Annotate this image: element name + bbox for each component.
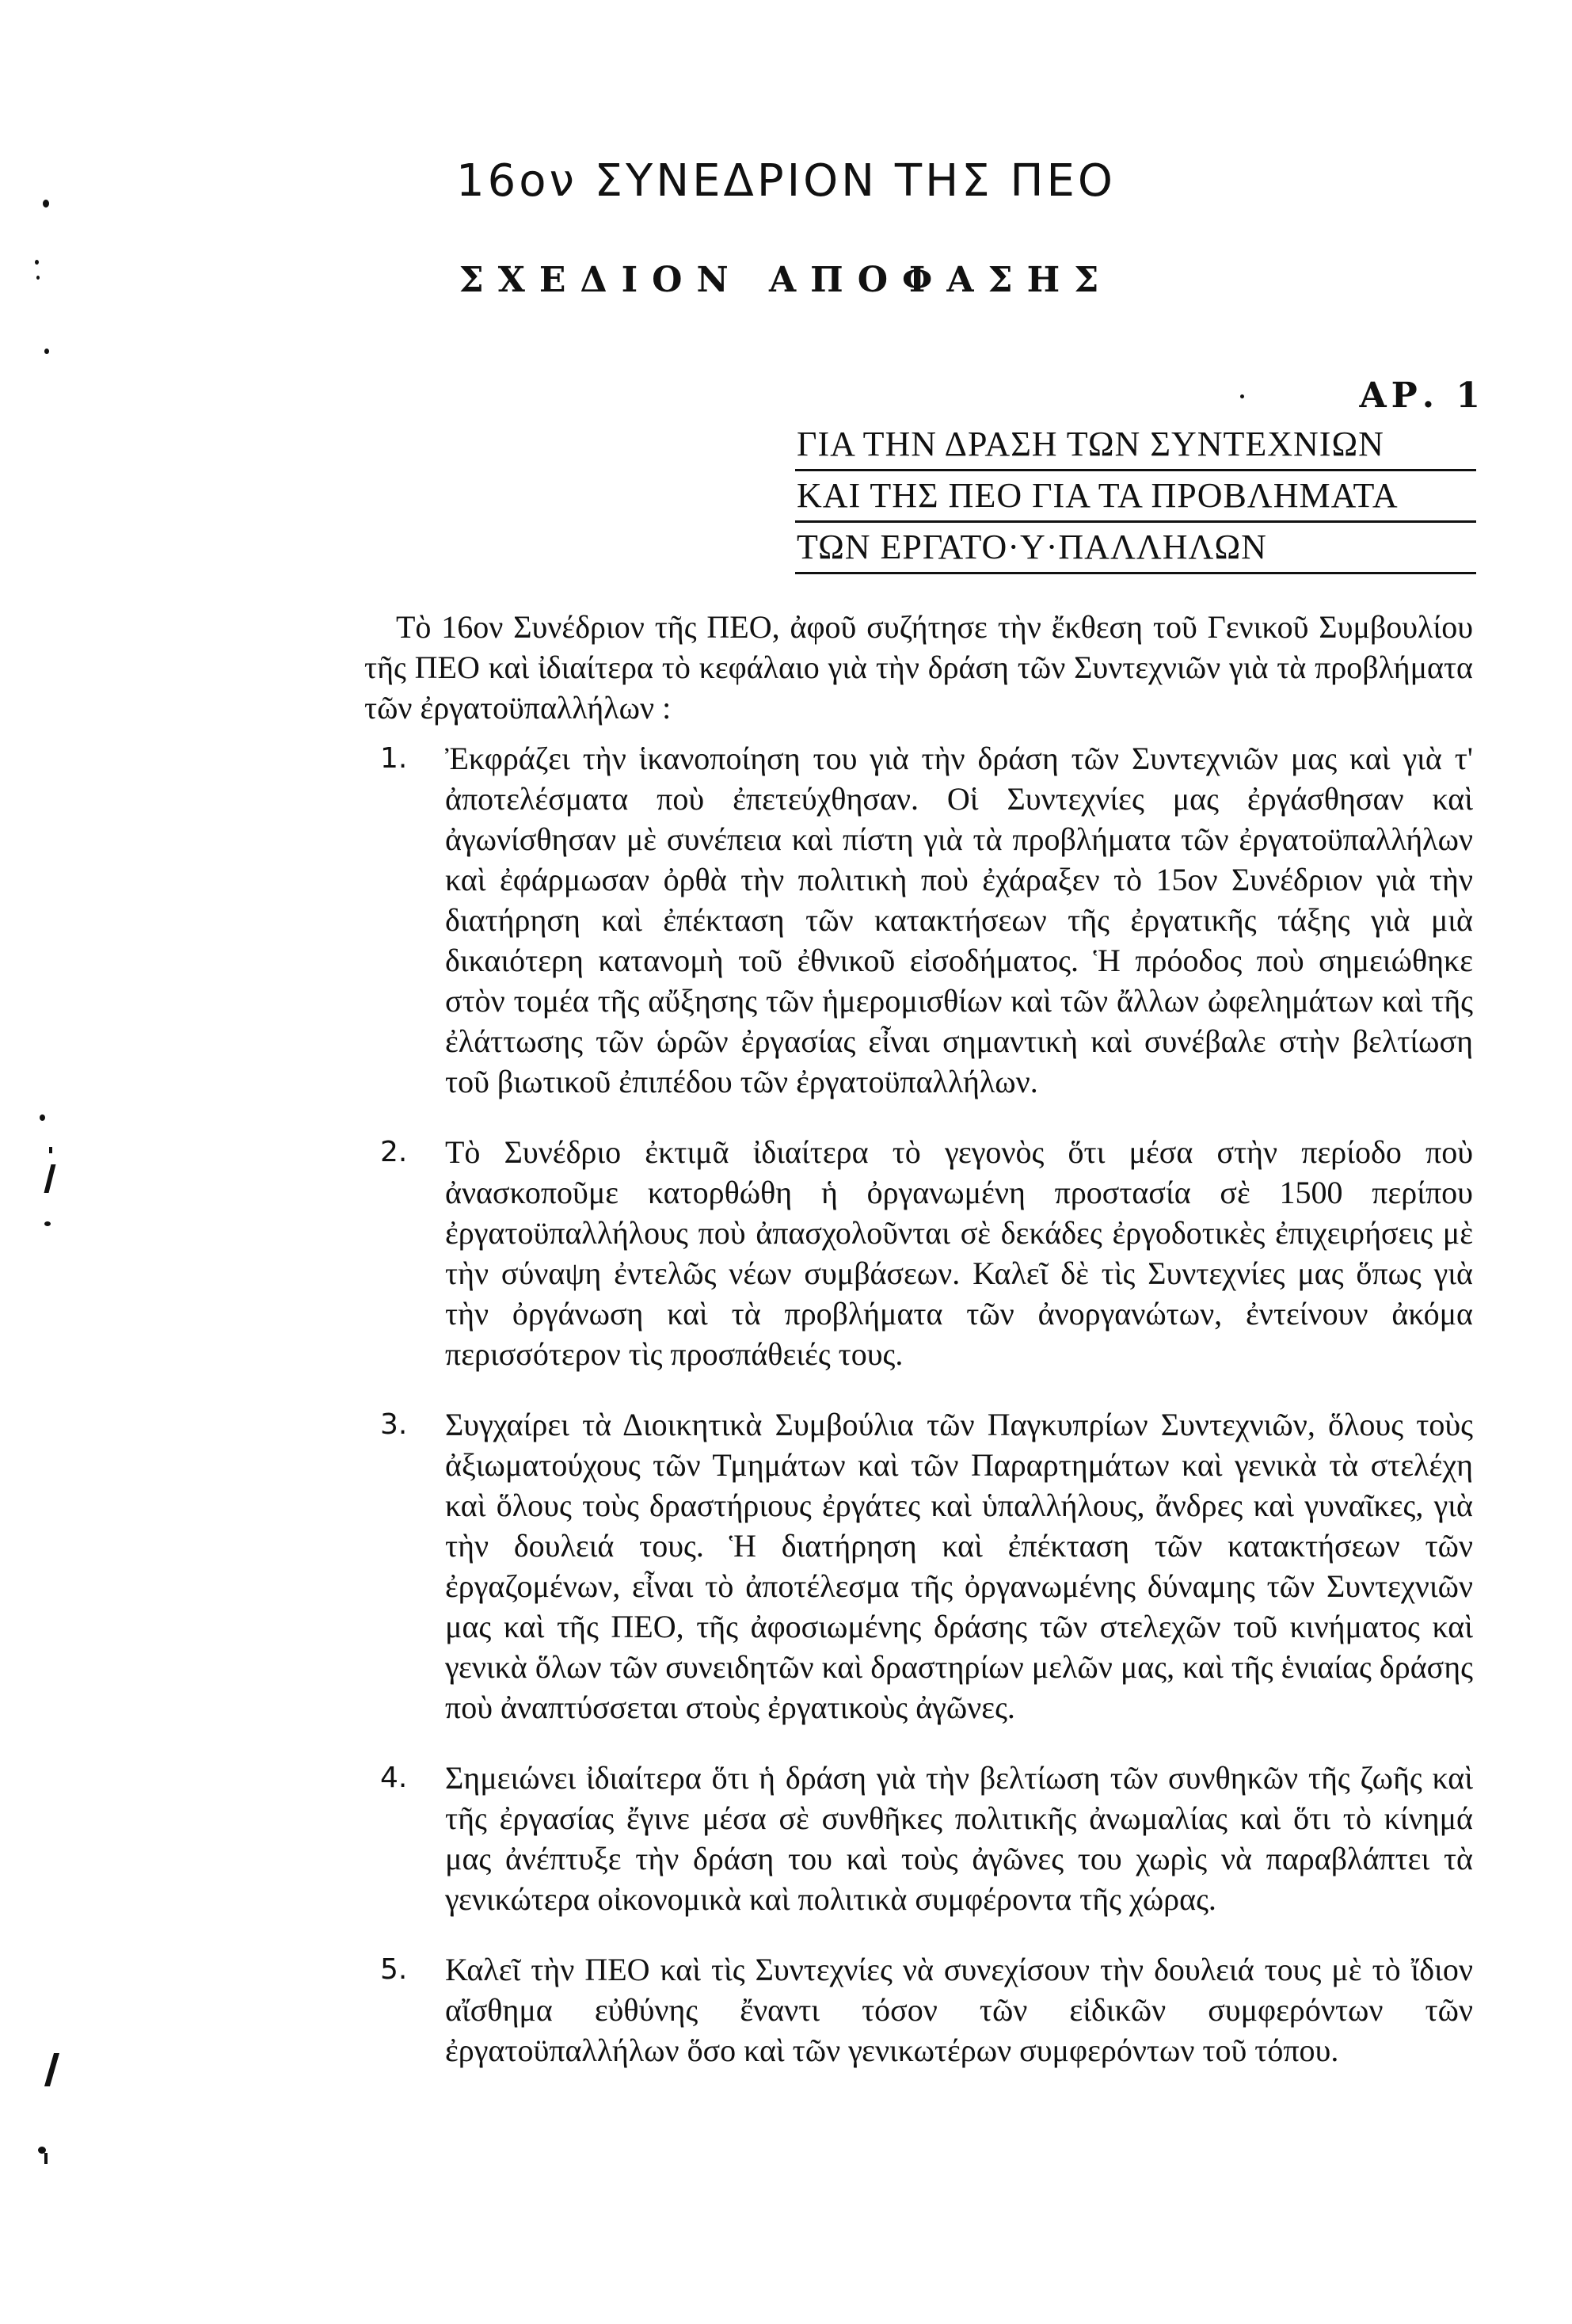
resolution-point-5: [372, 1949, 1473, 2071]
subject-line: ΤΩΝ ΕΡΓΑΤΟ·Υ·ΠΑΛΛΗΛΩΝ: [795, 523, 1476, 574]
point-number: 5.: [380, 1953, 408, 1986]
resolution-point-4: [372, 1758, 1473, 1919]
scan-speck: [44, 2053, 59, 2086]
scan-speck: [44, 1221, 51, 1226]
scan-speck: [40, 1114, 45, 1121]
point-number: 2.: [380, 1136, 408, 1168]
congress-title: 16ον ΣΥΝΕΔΡΙΟΝ ΤΗΣ ΠΕΟ: [456, 155, 1116, 207]
scan-speck: [35, 260, 39, 265]
scan-speck: [49, 1147, 52, 1153]
subject-line: ΚΑΙ ΤΗΣ ΠΕΟ ΓΙΑ ΤΑ ΠΡΟΒΛΗΜΑΤΑ: [795, 471, 1476, 523]
point-text: Καλεῖ τὴν ΠΕΟ καὶ τὶς Συντεχνίες νὰ συνεχίσουν τὴν δουλειά τους μὲ τὸ ἴδιον αἴσθημα εὐθύνης ἔναντι τόσον τῶν εἰδικῶν συμφερόντων τῶν ἐργατοϋπαλλήλων ὅσο καὶ τῶν γενικωτέρων συμφερόντων τοῦ τόπου.: [445, 1952, 1473, 2068]
resolution-points: [372, 738, 1473, 2101]
point-text: Συγχαίρει τὰ Διοικητικὰ Συμβούλια τῶν Παγκυπρίων Συντεχνιῶν, ὅλους τοὺς ἀξιωματούχους τῶν Τμημάτων καὶ τῶν Παραρτημάτων καὶ γενικὰ τὰ στελέχη καὶ ὅλους τοὺς δραστήριους ἐργάτες καὶ ὑπαλλήλους, ἄνδρες καὶ γυναῖκες, γιὰ τὴν δουλειά τους. Ἡ διατήρηση καὶ ἐπέκταση τῶν κατακτήσεων τῶν ἐργαζομένων, εἶναι τὸ ἀποτέλεσμα τῆς ὀργανωμένης δύναμης τῶν Συντεχνιῶν μας καὶ τῆς ΠΕΟ, τῆς ἀφοσιωμένης δράσης τῶν στελεχῶν τοῦ κινήματος καὶ γενικὰ ὅλων τῶν συνειδητῶν καὶ δραστηρίων μελῶν μας, καὶ τῆς ἑνιαίας δράσης ποὺ ἀναπτύσσεται στοὺς ἐργατικοὺς ἀγῶνες.: [445, 1407, 1473, 1725]
point-text: Τὸ Συνέδριο ἐκτιμᾶ ἰδιαίτερα τὸ γεγονὸς ὅτι μέσα στὴν περίοδο ποὺ ἀνασκοποῦμε κατορθώθη ἡ ὀργανωμένη προστασία σὲ 1500 περίπου ἐργατοϋπαλλήλους ποὺ ἀπασχολοῦνται σὲ δεκάδες ἐργοδοτικὲς ἐπιχειρήσεις μὲ τὴν σύναψη ἐντελῶς νέων συμβάσεων. Καλεῖ δὲ τὶς Συντεχνίες μας ὅπως γιὰ τὴν ὀργάνωση καὶ τὰ προβλήματα τῶν ἀνοργανώτων, ἐντείνουν ἀκόμα περισσότερον τὶς προσπάθειές τους.: [445, 1134, 1473, 1372]
scan-speck: [1240, 394, 1244, 398]
point-number: 4.: [380, 1762, 408, 1794]
subject-line: ΓΙΑ ΤΗΝ ΔΡΑΣΗ ΤΩΝ ΣΥΝΤΕΧΝΙΩΝ: [795, 420, 1476, 471]
intro-paragraph: Τὸ 16ον Συνέδριον τῆς ΠΕΟ, ἀφοῦ συζήτησε τὴν ἔκθεση τοῦ Γενικοῦ Συμβουλίου τῆς ΠΕΟ καὶ ἰδιαίτερα τὸ κεφάλαιο γιὰ τὴν δράση τῶν Συντεχνιῶν γιὰ τὰ προβλήματα τῶν ἐργατοϋπαλλήλων :: [364, 609, 1473, 726]
resolution-subject: [795, 420, 1476, 574]
point-number: 1.: [380, 742, 408, 775]
scan-speck: [44, 2153, 48, 2164]
point-text: Σημειώνει ἰδιαίτερα ὅτι ἡ δράση γιὰ τὴν βελτίωση τῶν συνθηκῶν τῆς ζωῆς καὶ τῆς ἐργασίας ἔγινε μέσα σὲ συνθῆκες πολιτικῆς ἀνωμαλίας καὶ ὅτι τὸ κίνημά μας ἀνέπτυξε τὴν δράση του καὶ τοὺς ἀγῶνες του χωρὶς νὰ παραβλάπτει τὰ γενικώτερα οἰκονομικὰ καὶ πολιτικὰ συμφέροντα τῆς χώρας.: [445, 1760, 1473, 1917]
point-number: 3.: [380, 1408, 408, 1441]
resolution-point-2: [372, 1132, 1473, 1374]
scan-speck: [36, 276, 40, 280]
resolution-number: ΑΡ. 1: [1359, 375, 1485, 416]
point-text: Ἐκφράζει τὴν ἱκανοποίηση του γιὰ τὴν δράση τῶν Συντεχνιῶν μας καὶ γιὰ τ' ἀποτελέσματα ποὺ ἐπετεύχθησαν. Οἱ Συντεχνίες μας ἐργάσθησαν καὶ ἀγωνίσθησαν μὲ συνέπεια καὶ πίστη γιὰ τὰ προβλήματα τῶν ἐργατοϋπαλλήλων καὶ ἐφάρμωσαν ὀρθὰ τὴν πολιτικὴ ποὺ ἐχάραξεν τὸ 15ον Συνέδριον γιὰ τὴν διατήρηση καὶ ἐπέκταση τῶν κατακτήσεων τῆς ἐργατικῆς τάξης γιὰ μιὰ δικαιότερη κατανομὴ τοῦ ἐθνικοῦ εἰσοδήματος. Ἡ πρόοδος ποὺ σημειώθηκε στὸν τομέα τῆς αὔξησης τῶν ἡμερομισθίων καὶ τῶν ἄλλων ὠφελημάτων καὶ τῆς ἐλάττωσης τῶν ὡρῶν ἐργασίας εἶναι σημαντικὴ καὶ συνέβαλε στὴν βελτίωση τοῦ βιωτικοῦ ἐπιπέδου τῶν ἐργατοϋπαλλήλων.: [445, 741, 1473, 1099]
resolution-point-3: [372, 1404, 1473, 1728]
scan-speck: [44, 1164, 56, 1193]
scan-speck: [44, 349, 49, 354]
draft-resolution-title: ΣΧΕΔΙΟΝ ΑΠΟΦΑΣΗΣ: [459, 260, 1113, 300]
resolution-point-1: [372, 738, 1473, 1102]
scan-speck: [43, 200, 49, 208]
